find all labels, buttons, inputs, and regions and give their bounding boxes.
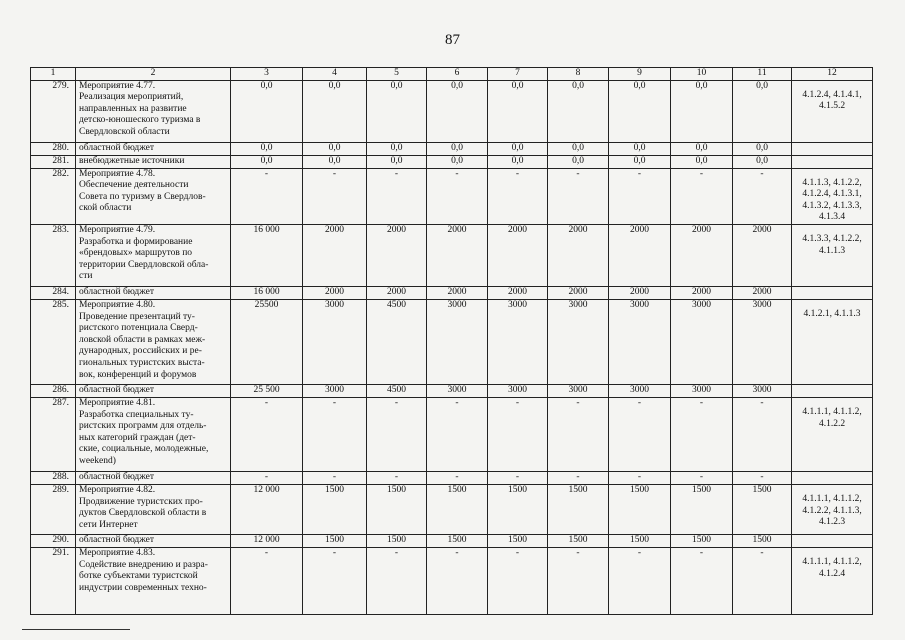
amount-cell: -: [427, 397, 488, 471]
amount-cell: -: [609, 471, 671, 484]
activity-name-line: вок, конференций и форумов: [79, 369, 197, 380]
row-number: 290.: [31, 534, 76, 547]
table-row: [31, 80, 873, 142]
activity-name-line: Мероприятие 4.81.: [79, 397, 156, 408]
amount-cell: 3000: [671, 299, 733, 384]
row-number: 279.: [31, 80, 76, 142]
target-indicator-refs: [792, 155, 873, 168]
activity-name-line: областной бюджет: [79, 384, 155, 395]
target-indicator-refs: 4.1.1.1, 4.1.1.2, 4.1.2.4: [792, 547, 873, 614]
amount-cell: 4500: [367, 299, 427, 384]
column-number-header: 6: [427, 68, 488, 81]
amount-cell: 2000: [733, 224, 792, 286]
amount-cell: 2000: [367, 286, 427, 299]
activity-name: [76, 384, 231, 397]
target-indicator-refs: [792, 384, 873, 397]
activity-name: [76, 397, 231, 471]
activity-name: [76, 471, 231, 484]
amount-cell: 2000: [548, 224, 609, 286]
activity-name-line: гиональных туристских выста-: [79, 357, 205, 368]
table-row: [31, 547, 873, 614]
table-row: [31, 286, 873, 299]
amount-cell: -: [609, 168, 671, 224]
target-indicator-refs: 4.1.3.3, 4.1.2.2, 4.1.1.3: [792, 224, 873, 286]
table-header-row: [31, 68, 873, 81]
activity-name-line: Мероприятие 4.77.: [79, 80, 156, 91]
amount-cell: 0,0: [609, 155, 671, 168]
column-number-header: 1: [31, 68, 76, 81]
activity-name-line: Продвижение туристских про-: [79, 496, 203, 507]
table-row: [31, 142, 873, 155]
table-row: [31, 155, 873, 168]
amount-cell: 0,0: [367, 80, 427, 142]
amount-cell: 3000: [427, 384, 488, 397]
amount-cell: 3000: [427, 299, 488, 384]
amount-cell: 1500: [367, 534, 427, 547]
column-number-header: 8: [548, 68, 609, 81]
amount-cell: 2000: [548, 286, 609, 299]
activity-name-line: Совета по туризму в Свердлов-: [79, 191, 206, 202]
amount-cell: -: [427, 547, 488, 614]
amount-cell: 2000: [609, 286, 671, 299]
amount-cell: 0,0: [488, 80, 548, 142]
amount-cell: -: [609, 397, 671, 471]
amount-cell: 0,0: [609, 80, 671, 142]
amount-cell: 0,0: [671, 142, 733, 155]
activity-name-line: Мероприятие 4.83.: [79, 547, 156, 558]
amount-cell: 2000: [303, 286, 367, 299]
row-number: 284.: [31, 286, 76, 299]
amount-cell: -: [548, 471, 609, 484]
amount-cell: 3000: [609, 384, 671, 397]
activity-name: [76, 168, 231, 224]
activity-name-line: Мероприятие 4.79.: [79, 224, 156, 235]
target-indicator-refs: [792, 471, 873, 484]
activity-name-line: ристских программ для отдель-: [79, 421, 207, 432]
amount-cell: -: [303, 471, 367, 484]
amount-cell: 0,0: [671, 80, 733, 142]
amount-cell: -: [303, 547, 367, 614]
amount-cell: 4500: [367, 384, 427, 397]
amount-cell: 16 000: [231, 224, 303, 286]
amount-cell: 0,0: [427, 80, 488, 142]
amount-cell: 2000: [488, 224, 548, 286]
amount-cell: 1500: [548, 484, 609, 534]
amount-cell: -: [231, 547, 303, 614]
activity-name-line: внебюджетные источники: [79, 155, 185, 166]
amount-cell: 0,0: [367, 155, 427, 168]
amount-cell: -: [427, 168, 488, 224]
amount-cell: 1500: [671, 534, 733, 547]
column-number-header: 2: [76, 68, 231, 81]
amount-cell: 16 000: [231, 286, 303, 299]
amount-cell: 1500: [548, 534, 609, 547]
activity-name-line: Содействие внедрению и разра-: [79, 559, 208, 570]
amount-cell: -: [488, 397, 548, 471]
column-number-header: 4: [303, 68, 367, 81]
amount-cell: 0,0: [488, 155, 548, 168]
amount-cell: -: [671, 471, 733, 484]
amount-cell: 12 000: [231, 484, 303, 534]
row-number: 289.: [31, 484, 76, 534]
target-indicator-refs: 4.1.1.1, 4.1.1.2, 4.1.2.2: [792, 397, 873, 471]
amount-cell: 3000: [488, 384, 548, 397]
table-row: [31, 471, 873, 484]
amount-cell: 1500: [427, 534, 488, 547]
amount-cell: 3000: [733, 384, 792, 397]
column-number-header: 3: [231, 68, 303, 81]
amount-cell: -: [367, 168, 427, 224]
column-number-header: 11: [733, 68, 792, 81]
amount-cell: 2000: [733, 286, 792, 299]
amount-cell: 0,0: [427, 142, 488, 155]
amount-cell: -: [367, 547, 427, 614]
column-number-header: 10: [671, 68, 733, 81]
amount-cell: 0,0: [231, 142, 303, 155]
amount-cell: 3000: [733, 299, 792, 384]
amount-cell: 2000: [303, 224, 367, 286]
amount-cell: 0,0: [488, 142, 548, 155]
amount-cell: -: [367, 471, 427, 484]
amount-cell: -: [671, 168, 733, 224]
activity-name: [76, 155, 231, 168]
amount-cell: 3000: [488, 299, 548, 384]
amount-cell: 0,0: [548, 155, 609, 168]
amount-cell: -: [733, 168, 792, 224]
amount-cell: 0,0: [733, 80, 792, 142]
amount-cell: 12 000: [231, 534, 303, 547]
amount-cell: 0,0: [367, 142, 427, 155]
amount-cell: -: [733, 471, 792, 484]
amount-cell: 0,0: [609, 142, 671, 155]
activity-name-line: Свердловской области: [79, 126, 170, 137]
amount-cell: 0,0: [548, 142, 609, 155]
amount-cell: 1500: [303, 484, 367, 534]
amount-cell: 25 500: [231, 384, 303, 397]
table-row: [31, 484, 873, 534]
amount-cell: 0,0: [671, 155, 733, 168]
amount-cell: 2000: [367, 224, 427, 286]
column-number-header: 9: [609, 68, 671, 81]
activity-name-line: областной бюджет: [79, 471, 155, 482]
activity-name-line: Мероприятие 4.80.: [79, 299, 156, 310]
target-indicator-refs: [792, 286, 873, 299]
table-row: [31, 397, 873, 471]
table-row: [31, 168, 873, 224]
amount-cell: 1500: [671, 484, 733, 534]
activity-name: [76, 484, 231, 534]
amount-cell: 0,0: [303, 80, 367, 142]
amount-cell: -: [488, 547, 548, 614]
target-indicator-refs: 4.1.2.1, 4.1.1.3: [792, 299, 873, 384]
activity-name: [76, 547, 231, 614]
amount-cell: -: [231, 471, 303, 484]
activity-name-line: Реализация мероприятий,: [79, 92, 184, 103]
activity-name-line: Разработка специальных ту-: [79, 409, 194, 420]
activity-name-line: территории Свердловской обла-: [79, 259, 209, 270]
activity-name-line: индустрии современных техно-: [79, 582, 207, 593]
target-indicator-refs: 4.1.1.1, 4.1.1.2, 4.1.2.2, 4.1.1.3, 4.1.2.3: [792, 484, 873, 534]
footnote-rule: [22, 629, 130, 630]
activity-name-line: Мероприятие 4.78.: [79, 168, 156, 179]
amount-cell: 0,0: [548, 80, 609, 142]
amount-cell: -: [733, 397, 792, 471]
activity-name-line: областной бюджет: [79, 534, 155, 545]
activity-name-line: ботке субъектами туристской: [79, 571, 198, 582]
activity-name-line: ские, социальные, молодежные,: [79, 444, 209, 455]
amount-cell: -: [548, 547, 609, 614]
activity-name-line: детско-юношеского туризма в: [79, 115, 201, 126]
amount-cell: -: [733, 547, 792, 614]
row-number: 282.: [31, 168, 76, 224]
amount-cell: -: [671, 397, 733, 471]
row-number: 291.: [31, 547, 76, 614]
amount-cell: 0,0: [303, 142, 367, 155]
activity-name-line: Проведение презентаций ту-: [79, 311, 195, 322]
amount-cell: 0,0: [303, 155, 367, 168]
amount-cell: 2000: [671, 286, 733, 299]
amount-cell: 1500: [367, 484, 427, 534]
activity-name: [76, 534, 231, 547]
activity-name: [76, 224, 231, 286]
activity-name-line: дународных, российских и ре-: [79, 346, 202, 357]
amount-cell: -: [231, 168, 303, 224]
amount-cell: 3000: [671, 384, 733, 397]
amount-cell: 2000: [488, 286, 548, 299]
amount-cell: 1500: [427, 484, 488, 534]
amount-cell: -: [548, 168, 609, 224]
row-number: 285.: [31, 299, 76, 384]
table-row: [31, 534, 873, 547]
column-number-header: 12: [792, 68, 873, 81]
amount-cell: 1500: [488, 534, 548, 547]
program-table: [30, 67, 873, 615]
amount-cell: 1500: [733, 534, 792, 547]
table-body: [31, 68, 873, 615]
activity-name-line: сти: [79, 271, 93, 282]
amount-cell: -: [671, 547, 733, 614]
target-indicator-refs: [792, 534, 873, 547]
activity-name-line: областной бюджет: [79, 142, 155, 153]
row-number: 286.: [31, 384, 76, 397]
table-row: [31, 224, 873, 286]
amount-cell: -: [427, 471, 488, 484]
amount-cell: -: [367, 397, 427, 471]
amount-cell: 1500: [609, 484, 671, 534]
activity-name-line: Обеспечение деятельности: [79, 180, 189, 191]
row-number: 280.: [31, 142, 76, 155]
activity-name-line: направленных на развитие: [79, 103, 187, 114]
activity-name-line: ных категорий граждан (дет-: [79, 432, 196, 443]
activity-name-line: ской области: [79, 203, 132, 214]
amount-cell: 2000: [427, 286, 488, 299]
amount-cell: 0,0: [231, 155, 303, 168]
amount-cell: 3000: [303, 299, 367, 384]
amount-cell: -: [548, 397, 609, 471]
amount-cell: -: [303, 168, 367, 224]
amount-cell: -: [609, 547, 671, 614]
amount-cell: 1500: [733, 484, 792, 534]
activity-name-line: «брендовых» маршрутов по: [79, 248, 193, 259]
target-indicator-refs: 4.1.1.3, 4.1.2.2, 4.1.2.4, 4.1.3.1, 4.1.3.2, 4.1.3.3, 4.1.3.4: [792, 168, 873, 224]
activity-name-line: ристского потенциала Сверд-: [79, 323, 198, 334]
amount-cell: 1500: [488, 484, 548, 534]
row-number: 287.: [31, 397, 76, 471]
amount-cell: 1500: [303, 534, 367, 547]
amount-cell: 3000: [303, 384, 367, 397]
activity-name-line: Разработка и формирование: [79, 236, 193, 247]
row-number: 288.: [31, 471, 76, 484]
column-number-header: 5: [367, 68, 427, 81]
table-row: [31, 299, 873, 384]
amount-cell: 0,0: [733, 142, 792, 155]
activity-name: [76, 286, 231, 299]
activity-name: [76, 80, 231, 142]
activity-name: [76, 299, 231, 384]
amount-cell: -: [303, 397, 367, 471]
row-number: 283.: [31, 224, 76, 286]
amount-cell: 2000: [427, 224, 488, 286]
activity-name: [76, 142, 231, 155]
column-number-header: 7: [488, 68, 548, 81]
amount-cell: 2000: [609, 224, 671, 286]
activity-name-line: weekend): [79, 455, 116, 466]
amount-cell: 1500: [609, 534, 671, 547]
amount-cell: -: [488, 168, 548, 224]
table-row: [31, 384, 873, 397]
page-number: 87: [445, 32, 460, 48]
target-indicator-refs: 4.1.2.4, 4.1.4.1, 4.1.5.2: [792, 80, 873, 142]
amount-cell: 3000: [548, 384, 609, 397]
amount-cell: 3000: [548, 299, 609, 384]
activity-name-line: сети Интернет: [79, 519, 138, 530]
amount-cell: 2000: [671, 224, 733, 286]
activity-name-line: ловской области в рамках меж-: [79, 334, 206, 345]
amount-cell: 3000: [609, 299, 671, 384]
activity-name-line: дуктов Свердловской области в: [79, 508, 207, 519]
activity-name-line: областной бюджет: [79, 286, 155, 297]
row-number: 281.: [31, 155, 76, 168]
amount-cell: 25500: [231, 299, 303, 384]
amount-cell: 0,0: [427, 155, 488, 168]
amount-cell: -: [488, 471, 548, 484]
amount-cell: 0,0: [733, 155, 792, 168]
activity-name-line: Мероприятие 4.82.: [79, 484, 156, 495]
amount-cell: 0,0: [231, 80, 303, 142]
target-indicator-refs: [792, 142, 873, 155]
amount-cell: -: [231, 397, 303, 471]
